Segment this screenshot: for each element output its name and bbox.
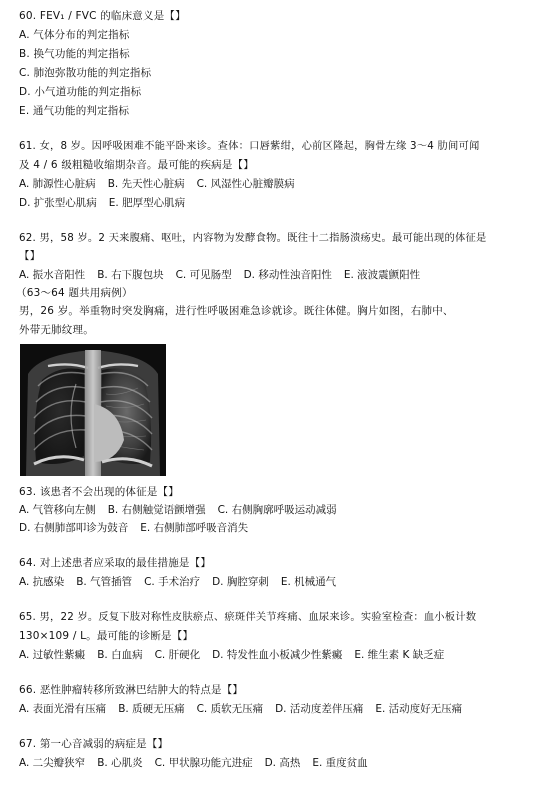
q64-option-d: D. 胸腔穿刺: [212, 576, 269, 588]
q65-option-d: D. 特发性血小板减少性紫癜: [212, 649, 343, 661]
q66-options-row1: [19, 702, 474, 716]
q62-option-e: E. 液波震颤阳性: [343, 269, 421, 281]
q65-option-b: B. 白血病: [97, 649, 143, 661]
q67-option-b: B. 心肌炎: [97, 757, 143, 769]
q63-stem: 63. 该患者不会出现的体征是【】: [19, 486, 179, 498]
q62-option-a: A. 振水音阳性: [19, 269, 86, 281]
case-line1: 男，26 岁。举重物时突发胸痛，进行性呼吸困难急诊就诊。既往体健。胸片如图，右肺中、: [19, 305, 454, 317]
q63-option-a: A. 气管移向左侧: [19, 504, 96, 516]
q65-option-e: E. 维生素 K 缺乏症: [354, 649, 445, 661]
q65-option-c: C. 肝硬化: [154, 649, 201, 661]
q62-option-b: B. 右下腹包块: [97, 269, 164, 281]
q63-options-row1: [19, 503, 349, 517]
q65-option-a: A. 过敏性紫癜: [19, 649, 86, 661]
q62-option-c: C. 可见肠型: [175, 269, 232, 281]
q67-options-row1: [19, 756, 380, 770]
q62-stem-line2: 【】: [19, 250, 41, 262]
q61-option-e: E. 肥厚型心肌病: [108, 197, 186, 209]
q60-option-a: A. 气体分布的判定指标: [19, 29, 130, 41]
case-line2: 外带无肺纹理。: [19, 324, 94, 336]
q67-option-d: D. 高热: [264, 757, 301, 769]
q61-option-a: A. 肺源性心脏病: [19, 178, 96, 190]
q65-stem-line1: 65. 男，22 岁。反复下肢对称性皮肤瘀点、瘀斑伴关节疼痛、血尿来诊。实验室检查：血小板计数: [19, 611, 477, 623]
q64-option-a: A. 抗感染: [19, 576, 65, 588]
q66-option-a: A. 表面光滑有压痛: [19, 703, 107, 715]
q67-option-c: C. 甲状腺功能亢进症: [154, 757, 253, 769]
q64-options-row1: [19, 575, 348, 589]
q62-stem-line1: 62. 男，58 岁。2 天来腹痛、呕吐，内容物为发酵食物。既往十二指肠溃疡史。最可能出现的体征是: [19, 232, 487, 244]
case-header: （63～64 题共用病例）: [16, 287, 133, 299]
q60-option-e: E. 通气功能的判定指标: [19, 105, 130, 117]
q66-stem: 66. 恶性肿瘤转移所致淋巴结肿大的特点是【】: [19, 684, 244, 696]
q67-stem: 67. 第一心音减弱的病症是【】: [19, 738, 169, 750]
q65-options-row1: [19, 648, 456, 662]
q63-options-row2: [19, 521, 260, 535]
q66-option-e: E. 活动度好无压痛: [375, 703, 463, 715]
q65-stem-line2: 130×109 / L。最可能的诊断是【】: [19, 630, 194, 642]
q61-options-row2: [19, 196, 197, 210]
q60-option-c: C. 肺泡弥散功能的判定指标: [19, 67, 152, 79]
q61-option-b: B. 先天性心脏病: [107, 178, 185, 190]
q61-option-d: D. 扩张型心肌病: [19, 197, 97, 209]
q63-option-d: D. 右侧肺部叩诊为鼓音: [19, 522, 129, 534]
q62-option-d: D. 移动性浊音阳性: [243, 269, 332, 281]
q66-option-d: D. 活动度差伴压痛: [275, 703, 364, 715]
q63-option-c: C. 右侧胸廓呼吸运动减弱: [217, 504, 337, 516]
chest-xray-image: [20, 344, 166, 476]
q61-stem-line1: 61. 女，8 岁。因呼吸困难不能平卧来诊。查体：口唇紫绀，心前区隆起，胸骨左缘 3～4 肋间可闻: [19, 140, 480, 152]
q64-option-e: E. 机械通气: [280, 576, 337, 588]
q61-option-c: C. 风湿性心脏瓣膜病: [196, 178, 295, 190]
q60-option-d: D. 小气道功能的判定指标: [19, 86, 142, 98]
q60-stem: 60. FEV₁ / FVC 的临床意义是【】: [19, 10, 186, 22]
q63-option-b: B. 右侧触觉语颤增强: [107, 504, 206, 516]
q62-options-row1: [19, 268, 432, 282]
q64-stem: 64. 对上述患者应采取的最佳措施是【】: [19, 557, 212, 569]
q64-option-b: B. 气管插管: [76, 576, 133, 588]
q64-option-c: C. 手术治疗: [144, 576, 201, 588]
q67-option-a: A. 二尖瓣狭窄: [19, 757, 86, 769]
q61-stem-line2: 及 4 / 6 级粗糙收缩期杂音。最可能的疾病是【】: [19, 159, 254, 171]
q63-option-e: E. 右侧肺部呼吸音消失: [140, 522, 249, 534]
q66-option-c: C. 质软无压痛: [196, 703, 264, 715]
q66-option-b: B. 质硬无压痛: [118, 703, 185, 715]
q61-options-row1: [19, 177, 307, 191]
q60-option-b: B. 换气功能的判定指标: [19, 48, 130, 60]
q67-option-e: E. 重度贫血: [312, 757, 368, 769]
